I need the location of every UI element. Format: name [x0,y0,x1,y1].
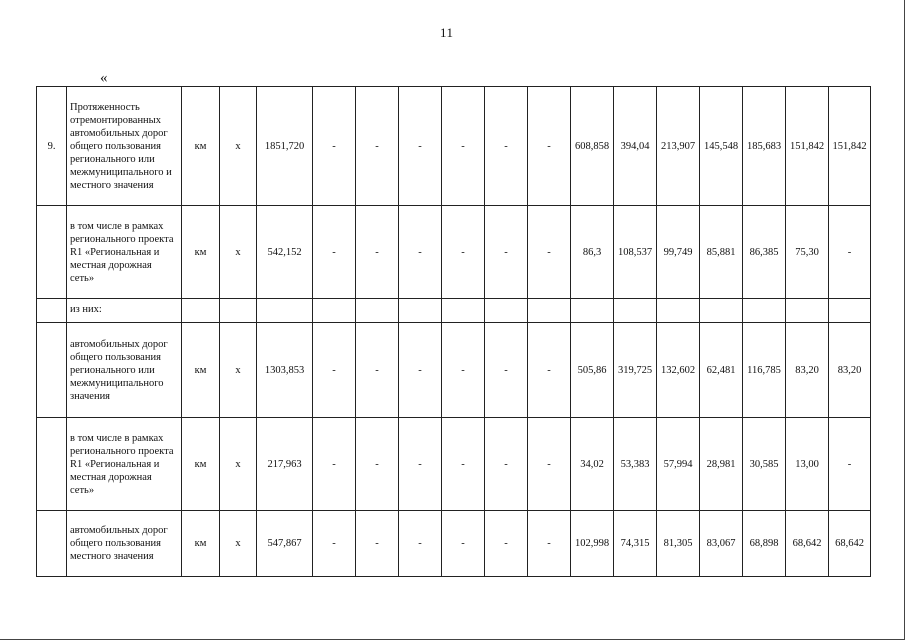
period-value-cell: - [313,418,356,511]
base-value-cell: х [220,87,257,206]
period-value-cell: 83,067 [700,511,743,577]
period-value-cell [829,299,871,323]
period-value-cell: - [528,206,571,299]
unit-cell: км [182,87,220,206]
unit-cell: км [182,418,220,511]
period-value-cell: 53,383 [614,418,657,511]
period-value-cell [786,299,829,323]
period-value-cell: - [528,87,571,206]
period-value-cell [657,299,700,323]
period-value-cell: 213,907 [657,87,700,206]
table-row [37,511,871,577]
period-value-cell: - [442,323,485,418]
period-value-cell: - [442,87,485,206]
period-value-cell: - [356,511,399,577]
period-value-cell: 86,385 [743,206,786,299]
period-value-cell: 28,981 [700,418,743,511]
period-value-cell: 85,881 [700,206,743,299]
period-value-cell: 505,86 [571,323,614,418]
period-value-cell: 34,02 [571,418,614,511]
period-value-cell: - [485,323,528,418]
period-value-cell: 75,30 [786,206,829,299]
period-value-cell: 394,04 [614,87,657,206]
period-value-cell: 86,3 [571,206,614,299]
period-value-cell [700,299,743,323]
period-value-cell: - [399,418,442,511]
period-value-cell: - [442,418,485,511]
period-value-cell: - [313,511,356,577]
table-row [37,418,871,511]
period-value-cell [528,299,571,323]
base-value-cell: х [220,418,257,511]
period-value-cell: 151,842 [829,87,871,206]
period-value-cell: - [829,206,871,299]
period-value-cell: - [829,418,871,511]
period-value-cell: - [399,87,442,206]
period-value-cell: - [528,511,571,577]
period-value-cell: 145,548 [700,87,743,206]
table-body [37,87,871,577]
period-value-cell: 83,20 [786,323,829,418]
period-value-cell: - [485,418,528,511]
period-value-cell [442,299,485,323]
unit-cell: км [182,511,220,577]
opening-quote-mark: « [100,70,108,86]
period-value-cell: - [485,511,528,577]
period-value-cell: - [442,206,485,299]
period-value-cell [399,299,442,323]
total-value-cell [257,299,313,323]
period-value-cell: 68,898 [743,511,786,577]
period-value-cell: - [313,323,356,418]
period-value-cell: - [528,418,571,511]
indicator-name-cell: в том числе в рамках регионального проекта R1 «Региональная и местная дорожная сеть» [67,206,182,299]
period-value-cell: - [442,511,485,577]
period-value-cell: 13,00 [786,418,829,511]
row-number-cell [37,418,67,511]
period-value-cell: 83,20 [829,323,871,418]
indicator-name-cell: автомобильных дорог общего пользования местного значения [67,511,182,577]
row-number-cell: 9. [37,87,67,206]
period-value-cell: 116,785 [743,323,786,418]
period-value-cell: - [313,206,356,299]
period-value-cell: - [485,206,528,299]
period-value-cell: - [399,511,442,577]
period-value-cell: 185,683 [743,87,786,206]
total-value-cell: 542,152 [257,206,313,299]
period-value-cell [313,299,356,323]
period-value-cell: 68,642 [786,511,829,577]
period-value-cell [614,299,657,323]
total-value-cell: 217,963 [257,418,313,511]
period-value-cell: - [356,323,399,418]
period-value-cell: - [313,87,356,206]
indicator-name-cell: в том числе в рамках регионального проекта R1 «Региональная и местная дорожная сеть» [67,418,182,511]
indicator-name-cell: из них: [67,299,182,323]
period-value-cell [743,299,786,323]
period-value-cell [356,299,399,323]
period-value-cell: - [528,323,571,418]
table-row [37,206,871,299]
indicator-name-cell: Протяженность отремонтированных автомобильных дорог общего пользования регионального или межмуниципального и местного значения [67,87,182,206]
unit-cell [182,299,220,323]
row-number-cell [37,206,67,299]
row-number-cell [37,299,67,323]
unit-cell: км [182,206,220,299]
total-value-cell: 1303,853 [257,323,313,418]
period-value-cell: - [356,87,399,206]
period-value-cell: 57,994 [657,418,700,511]
table-row [37,87,871,206]
unit-cell: км [182,323,220,418]
total-value-cell: 1851,720 [257,87,313,206]
period-value-cell: 151,842 [786,87,829,206]
base-value-cell: х [220,511,257,577]
period-value-cell: - [356,418,399,511]
period-value-cell: 108,537 [614,206,657,299]
period-value-cell: 319,725 [614,323,657,418]
indicator-name-cell: автомобильных дорог общего пользования регионального или межмуниципального значения [67,323,182,418]
page-number: 11 [440,25,454,40]
row-number-cell [37,323,67,418]
period-value-cell: 132,602 [657,323,700,418]
table-row [37,299,871,323]
period-value-cell: 608,858 [571,87,614,206]
period-value-cell: - [399,323,442,418]
base-value-cell: х [220,206,257,299]
period-value-cell: - [399,206,442,299]
period-value-cell: 30,585 [743,418,786,511]
base-value-cell [220,299,257,323]
period-value-cell: 81,305 [657,511,700,577]
indicators-table [36,86,871,577]
period-value-cell: 102,998 [571,511,614,577]
base-value-cell: х [220,323,257,418]
table-row [37,323,871,418]
row-number-cell [37,511,67,577]
period-value-cell: 74,315 [614,511,657,577]
period-value-cell: 62,481 [700,323,743,418]
period-value-cell: - [485,87,528,206]
period-value-cell: 99,749 [657,206,700,299]
period-value-cell: - [356,206,399,299]
total-value-cell: 547,867 [257,511,313,577]
period-value-cell [571,299,614,323]
period-value-cell [485,299,528,323]
period-value-cell: 68,642 [829,511,871,577]
